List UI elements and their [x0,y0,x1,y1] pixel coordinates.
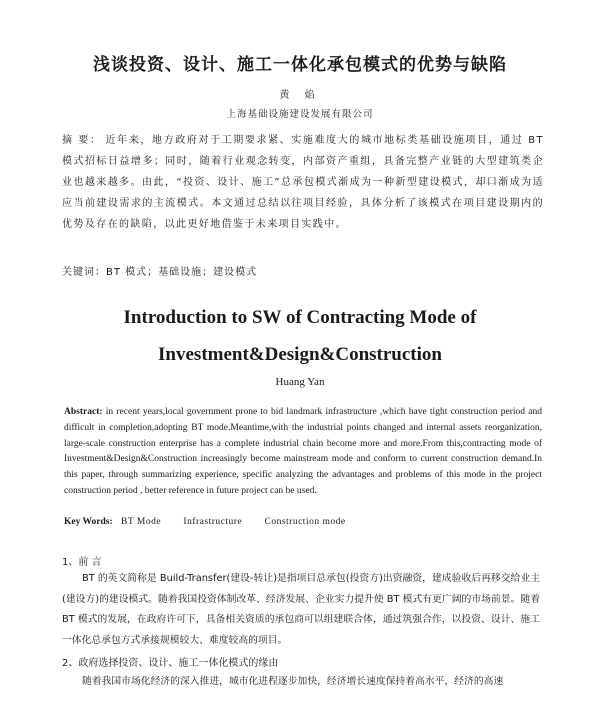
english-abstract-text: in recent years,local government prone to bid landmark infrastructure ,which have tight construction period and difficult in completion,adopting BT mode.Meantime,with the industrial points changed and internal assets reorganization, large-scale construction enterprise has a complete industrial chain become more and more.From this,contracting mode of Investment&Design&Construction increasingly become mainstream mode and conform to current construction demand.In this paper, through summarizing experience, specific analyzing the advantages and problems of this mode in the project construction period , better reference in future project can be used. [64,407,542,496]
english-title-line1: Introduction to SW of Contracting Mode of [123,307,477,328]
section1-paragraph: BT 的英文简称是 Build-Transfer(建设-转让)是指项目总承包(投资方)出资融资，建成验收后再移交给业主(建设方)的建设模式。随着我国投资体制改革、经济发展、企业实力提升使 BT 模式有更广阔的市场前景。随着 BT 模式的发展，在政府许可下，具备相关资质的承包商可以组建联合体，通过筑强合作，以投资、设计、施工一体化总承包方式承接规模较大、难度较高的项目。 [62,573,540,646]
chinese-author: 黄 焰 [279,90,321,101]
english-keyword: BT Mode [121,517,162,527]
english-author: Huang Yan [275,376,325,388]
english-keyword: Construction mode [264,517,346,527]
english-abstract [64,405,542,500]
english-keywords-label: Key Words: [64,517,113,527]
section2-paragraph: 随着我国市场化经济的深入推进，城市化进程逐步加快，经济增长速度保持着高水平，经济的高速 [82,676,504,687]
chinese-abstract-text: 近年来，地方政府对于工期要求紧、实施难度大的城市地标类基础设施项目，通过 BT 模式招标日益增多；同时，随着行业观念转变，内部资产重组，具备完整产业链的大型建筑类企业也越来越多。由此，“投资、设计、施工”总承包模式渐成为一种新型建设模式，却口渐成为适应当前建设需求的主流模式。本文通过总结以往项目经验，具体分析了该模式在项目建设期内的优势及存在的缺陷，以此更好地借鉴于未来项目实践中。 [62,135,544,230]
chinese-abstract-label: 摘 要： [62,135,102,146]
chinese-abstract [62,130,544,235]
chinese-keywords-label: 关键词： [62,267,106,278]
chinese-affiliation: 上海基础设施建设发展有限公司 [226,109,374,120]
english-title-line2: Investment&Design&Construction [158,344,442,365]
chinese-keywords [62,263,544,278]
chinese-title: 浅谈投资、设计、施工一体化承包模式的优势与缺陷 [93,55,507,75]
english-keywords [64,517,542,527]
chinese-keywords-text: BT 模式；基础设施；建设模式 [106,267,258,278]
english-keyword: Infrastructure [183,517,243,527]
section2-heading: 2、政府选择投资、设计、施工一体化模式的缘由 [62,658,279,669]
section1-heading: 1、前 言 [62,557,102,568]
english-abstract-label: Abstract: [64,407,103,417]
